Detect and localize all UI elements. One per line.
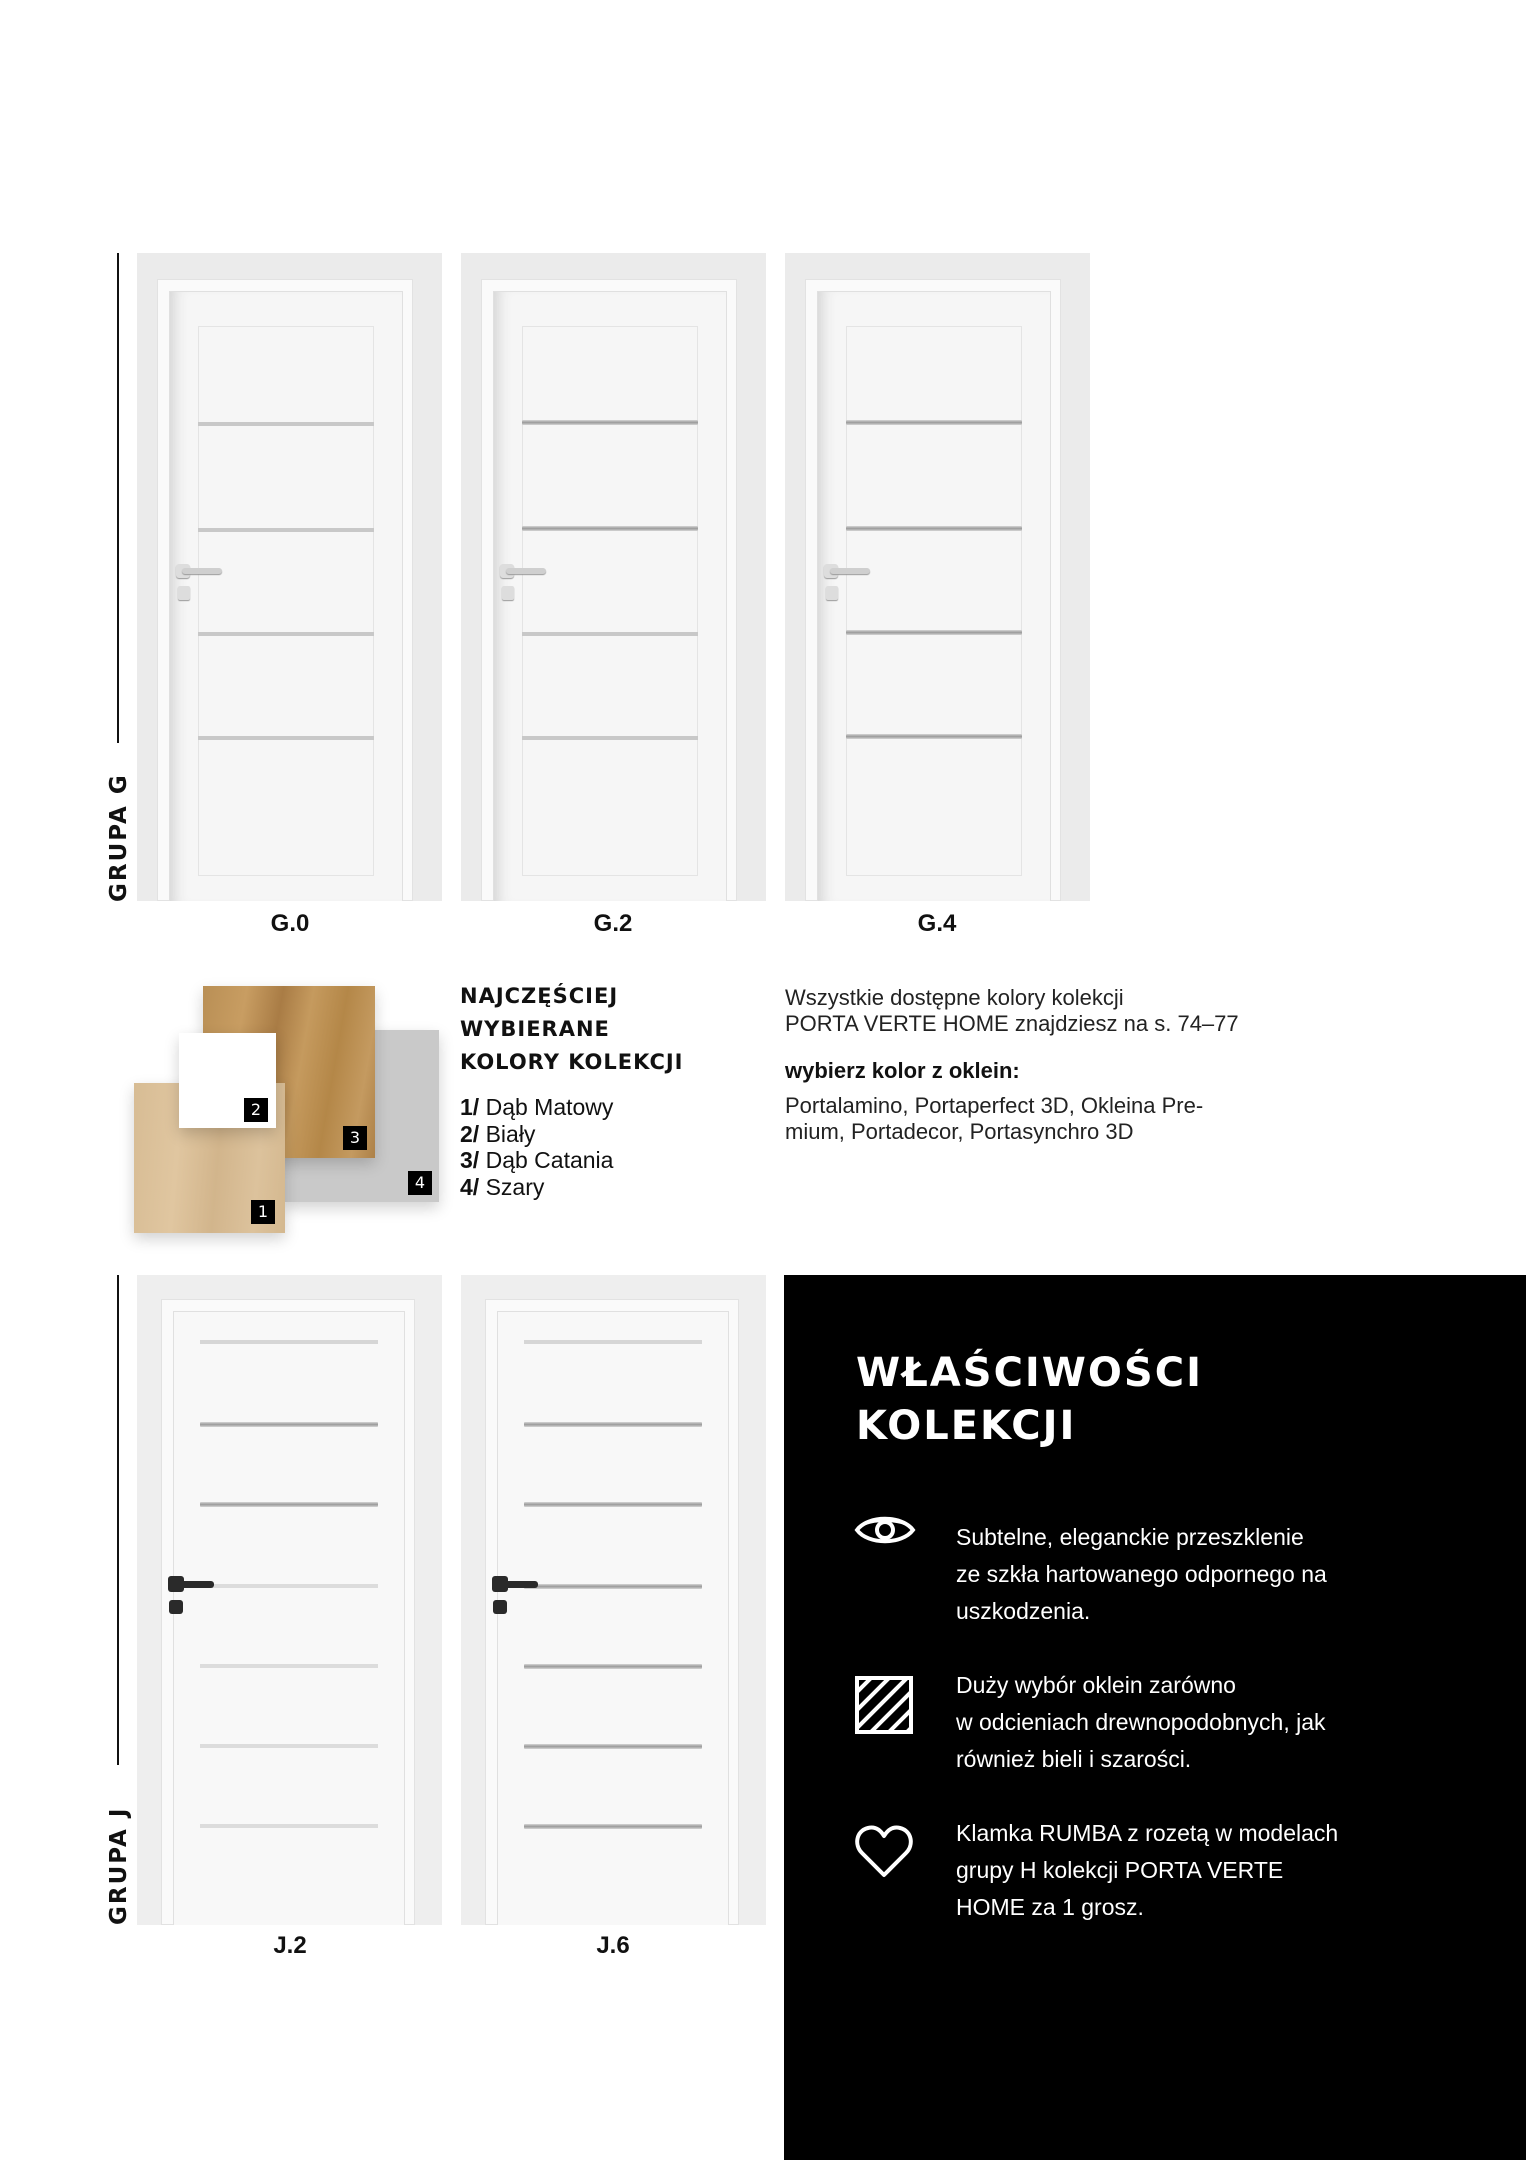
color-item: 1/ Dąb Matowy (460, 1094, 614, 1120)
colors-section-title: NAJCZĘŚCIEJ WYBIERANE KOLORY KOLEKCJI (460, 984, 684, 1074)
hatched-square-icon (854, 1675, 916, 1737)
swatch-number-2: 2 (244, 1098, 268, 1122)
door-image-j6 (461, 1275, 766, 1925)
door-image-j2 (137, 1275, 442, 1925)
color-item: 2/ Biały (460, 1120, 536, 1147)
door-label-g0: G.0 (270, 910, 310, 937)
color-item: 4/ Szary (460, 1173, 545, 1200)
swatch-number-3: 3 (343, 1126, 367, 1150)
door-image-g2 (461, 253, 766, 901)
collection-properties-panel (784, 1275, 1526, 2160)
door-label-j2: J.2 (273, 1932, 307, 1959)
veneer-list: Portalamino, Portaperfect 3D, Okleina Pre- mium, Portadecor, Portasynchro 3D (785, 1093, 1204, 1144)
colors-list (460, 1094, 613, 1200)
group-g-label: GRUPA G (106, 773, 132, 902)
property-text-veneers: Duży wybór oklein zarówno w odcieniach drewnopodobnych, jak również bieli i szarości. (956, 1672, 1326, 1772)
choose-veneer-label: wybierz kolor z oklein: (785, 1058, 1020, 1083)
group-g-line (117, 253, 119, 743)
group-j-label: GRUPA J (106, 1806, 132, 1925)
group-j-line (117, 1275, 119, 1765)
property-text-glass: Subtelne, eleganckie przeszklenie ze szkła hartowanego odpornego na uszkodzenia. (956, 1524, 1327, 1624)
door-image-g0 (137, 253, 442, 901)
eye-icon (854, 1505, 916, 1567)
swatch-number-1: 1 (251, 1200, 275, 1224)
properties-title: WŁAŚCIWOŚCI KOLEKCJI (856, 1350, 1203, 1449)
property-text-handle: Klamka RUMBA z rozetą w modelach grupy H kolekcji PORTA VERTE HOME za 1 grosz. (956, 1820, 1339, 1920)
all-colors-info: Wszystkie dostępne kolory kolekcji PORTA VERTE HOME znajdziesz na s. 74–77 (785, 985, 1239, 1036)
door-label-j6: J.6 (596, 1932, 630, 1959)
heart-icon (854, 1823, 916, 1885)
door-label-g2: G.2 (593, 910, 633, 937)
color-item: 3/ Dąb Catania (460, 1147, 614, 1173)
door-image-g4 (785, 253, 1090, 901)
door-label-g4: G.4 (917, 910, 957, 937)
swatch-number-4: 4 (408, 1171, 432, 1195)
